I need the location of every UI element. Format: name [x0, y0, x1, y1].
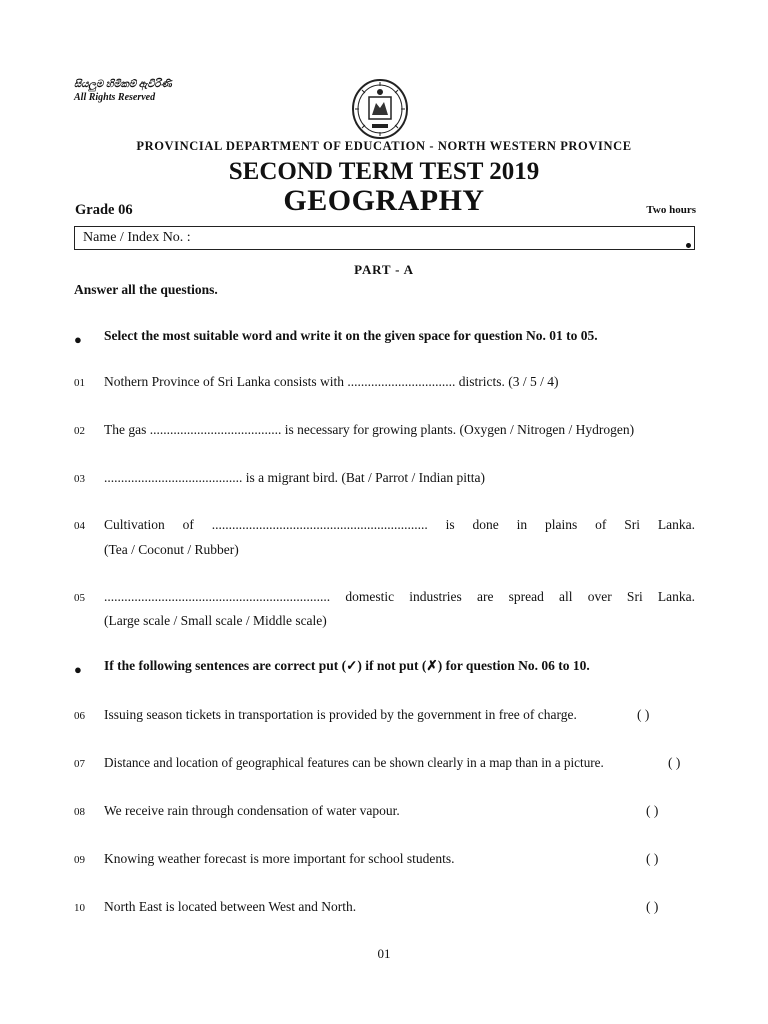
question-text: ................................................................... domestic industries are spread all over Sri Lanka.	[104, 589, 695, 604]
answer-parentheses[interactable]: ( )	[646, 803, 659, 818]
section1-instruction: Select the most suitable word and write it on the given space for question No. 01 to 05.	[104, 328, 598, 343]
question-text: ......................................... is a migrant bird. (Bat / Parrot / Indian pitta)	[104, 470, 485, 485]
question-number: 07	[74, 758, 85, 770]
answer-parentheses[interactable]: ( )	[646, 899, 659, 914]
question-number: 06	[74, 710, 85, 722]
question-text: We receive rain through condensation of water vapour.	[104, 803, 400, 818]
question-text: Cultivation of ................................................................ is done in plains of Sri Lanka.	[104, 517, 695, 532]
answer-parentheses[interactable]: ( )	[668, 755, 681, 770]
bullet-icon: ●	[74, 662, 82, 677]
part-title: PART - A	[354, 262, 414, 277]
bullet-icon: ●	[74, 332, 82, 347]
section2-instruction: If the following sentences are correct put (✓) if not put (✗) for question No. 06 to 10.	[104, 658, 590, 673]
name-index-label: Name / Index No. :	[83, 230, 191, 245]
question-options: (Tea / Coconut / Rubber)	[104, 542, 239, 557]
name-index-field[interactable]	[74, 226, 695, 250]
answer-parentheses[interactable]: ( )	[646, 851, 659, 866]
question-number: 05	[74, 592, 85, 604]
question-number: 01	[74, 377, 85, 389]
dot-mark	[686, 243, 691, 248]
test-title: SECOND TERM TEST 2019	[228, 158, 540, 185]
question-number: 08	[74, 806, 85, 818]
question-text: Nothern Province of Sri Lanka consists with ................................ districts. (3 / 5 / 4)	[104, 374, 559, 389]
question-number: 04	[74, 520, 85, 532]
subject-title: GEOGRAPHY	[283, 184, 485, 217]
general-instruction: Answer all the questions.	[74, 282, 218, 297]
question-number: 02	[74, 425, 85, 437]
question-text: The gas ....................................... is necessary for growing plants. (Oxygen / Nitrogen / Hydrogen)	[104, 422, 635, 437]
copyright-english: All Rights Reserved	[74, 92, 156, 103]
department-name: PROVINCIAL DEPARTMENT OF EDUCATION - NORTH WESTERN PROVINCE	[136, 139, 632, 153]
question-options: (Large scale / Small scale / Middle scale)	[104, 613, 327, 628]
question-text: Knowing weather forecast is more important for school students.	[104, 851, 455, 866]
grade-label: Grade 06	[75, 202, 133, 218]
copyright-sinhala: සියලුම හිමිකම් ඇවිරිණි	[74, 79, 172, 90]
question-text: Distance and location of geographical features can be shown clearly in a map than in a picture.	[104, 755, 604, 770]
duration-label: Two hours	[646, 204, 696, 216]
question-number: 10	[74, 902, 85, 914]
emblem-logo	[350, 78, 410, 140]
answer-parentheses[interactable]: ( )	[637, 707, 650, 722]
question-number: 03	[74, 473, 85, 485]
question-number: 09	[74, 854, 85, 866]
question-text: Issuing season tickets in transportation is provided by the government in free of charge.	[104, 707, 577, 722]
question-text: North East is located between West and North.	[104, 899, 357, 914]
copyright-notice	[74, 78, 172, 104]
page-number: 01	[377, 946, 391, 961]
